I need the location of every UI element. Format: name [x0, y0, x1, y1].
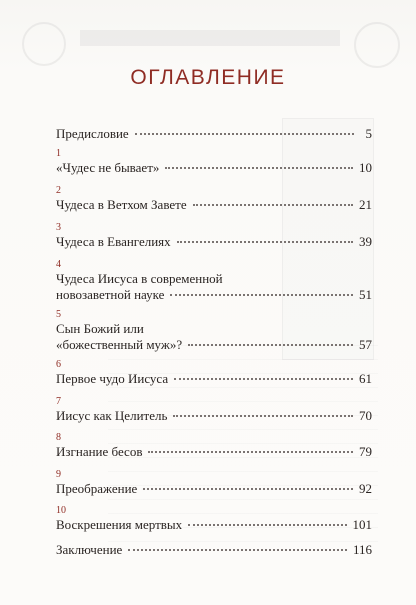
chapter-number: 7 [56, 396, 61, 407]
toc-entry-label: новозаветной науке [56, 287, 165, 302]
toc-page-number: 116 [352, 542, 372, 557]
toc-page-number: 39 [359, 234, 372, 249]
toc-entry-chapter-1 [56, 148, 372, 176]
toc-entry-label: Преображение [56, 481, 138, 496]
toc-entry-label: «божественный муж»? [56, 337, 183, 352]
dot-leader [173, 414, 353, 417]
toc-entry-label: Заключение [56, 542, 123, 557]
toc-entry-chapter-8 [56, 432, 372, 460]
dot-leader [135, 132, 354, 135]
toc-entry-label: Иисус как Целитель [56, 408, 168, 423]
dot-leader [128, 548, 347, 551]
toc-entry-label: Изгнание бесов [56, 444, 143, 459]
toc-entry-chapter-6 [56, 359, 372, 387]
toc-page-number: 92 [359, 481, 372, 496]
toc-page-number: 70 [359, 408, 372, 423]
toc-page-number: 101 [352, 517, 372, 532]
toc-entry-label-line1: Сын Божий или [56, 321, 144, 336]
chapter-number: 2 [56, 185, 61, 196]
chapter-number: 9 [56, 469, 61, 480]
dot-leader [170, 293, 353, 296]
toc-page-number: 10 [359, 160, 372, 175]
dot-leader [174, 377, 353, 380]
toc-page-number: 51 [359, 287, 372, 302]
dot-leader [188, 343, 353, 346]
page-title: ОГЛАВЛЕНИЕ [130, 66, 286, 89]
toc-entry-label: Чудеса в Евангелиях [56, 234, 171, 249]
toc-entry-chapter-7 [56, 396, 372, 424]
chapter-number: 4 [56, 259, 61, 270]
toc-entry-label: Чудеса в Ветхом Завете [56, 197, 187, 212]
chapter-number: 8 [56, 432, 61, 443]
toc-entry-chapter-10 [56, 505, 372, 533]
toc-entry-preface [56, 126, 372, 142]
toc-entry-chapter-5 [56, 309, 372, 353]
toc-page-number: 21 [359, 197, 372, 212]
toc-entry-label-line1: Чудеса Иисуса в современной [56, 271, 223, 286]
show-through-emblem-left [22, 22, 66, 66]
toc-page-number: 57 [359, 337, 372, 352]
show-through-banner [80, 30, 340, 46]
toc-page-number: 61 [359, 371, 372, 386]
dot-leader [165, 166, 353, 169]
toc-entry-chapter-2 [56, 185, 372, 213]
toc-entry-label: Первое чудо Иисуса [56, 371, 169, 386]
chapter-number: 5 [56, 309, 61, 320]
dot-leader [148, 450, 353, 453]
dot-leader [188, 523, 346, 526]
toc-entry-chapter-3 [56, 222, 372, 250]
toc-entry-chapter-4 [56, 259, 372, 303]
toc-entry-label: Воскрешения мертвых [56, 517, 183, 532]
dot-leader [143, 487, 353, 490]
chapter-number: 10 [56, 505, 66, 516]
show-through-emblem-right [354, 22, 400, 68]
chapter-number: 1 [56, 148, 61, 159]
dot-leader [177, 240, 353, 243]
chapter-number: 6 [56, 359, 61, 370]
dot-leader [193, 203, 353, 206]
toc-entry-label: Предисловие [56, 126, 129, 141]
toc-entry-chapter-9 [56, 469, 372, 497]
toc-page-number: 79 [359, 444, 372, 459]
toc-entry-conclusion [56, 542, 372, 558]
chapter-number: 3 [56, 222, 61, 233]
toc-page-number: 5 [365, 126, 372, 141]
toc-entry-label: «Чудес не бывает» [56, 160, 160, 175]
